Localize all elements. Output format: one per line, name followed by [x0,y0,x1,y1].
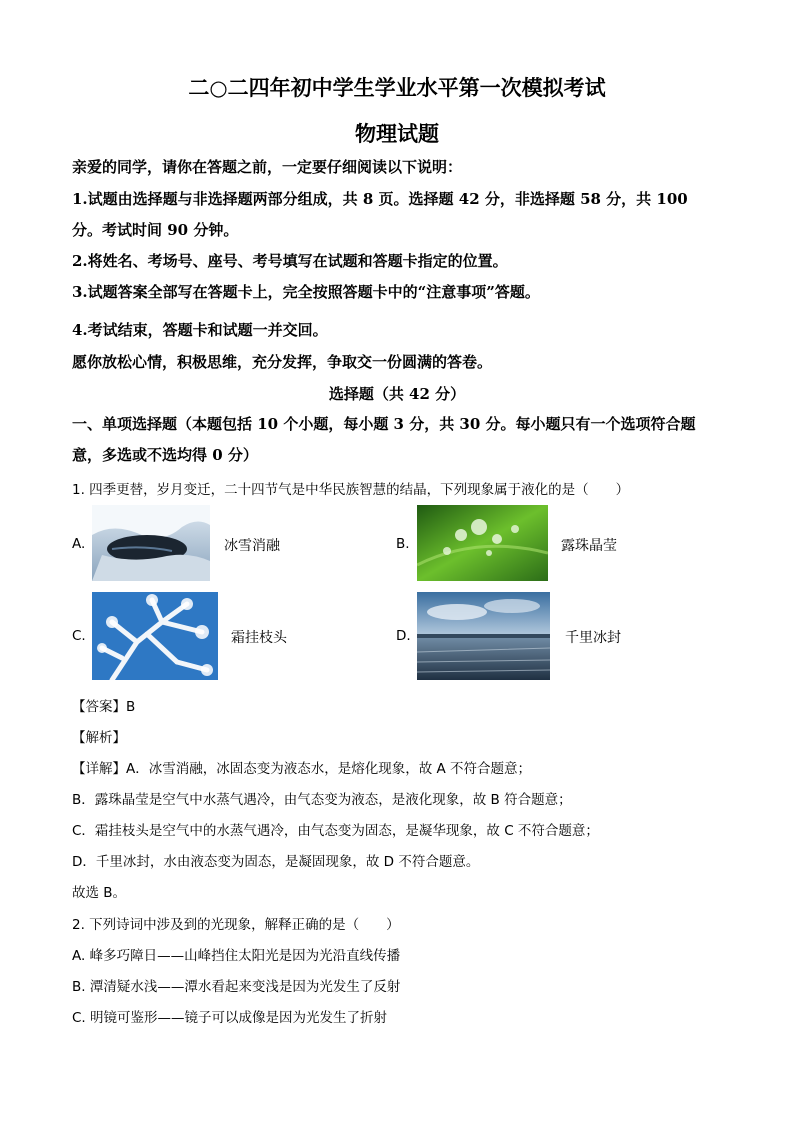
q2-option-c: C. 明镜可鉴形——镜子可以成像是因为光发生了折射 [72,1010,388,1026]
q1-detail-b: B．露珠晶莹是空气中水蒸气遇冷，由气态变为液态，是液化现象，故 B 符合题意； [72,792,572,808]
melting-ice-photo [92,505,210,581]
q2-stem: 2. 下列诗词中涉及到的光现象，解释正确的是（ ） [72,917,400,933]
q1-option-a-label: 冰雪消融 [224,538,280,554]
q1-detail-a [72,757,531,777]
q1-option-c-label: 霜挂枝头 [231,630,287,646]
q1-detail-d: D．千里冰封，水由液态变为固态，是凝固现象，故 D 不符合题意。 [72,854,480,870]
q2-option-b: B. 潭清疑水浅——潭水看起来变浅是因为光发生了反射 [72,979,401,995]
part1-heading-cont: 意，多选或不选均得 0 分） [72,446,258,464]
exam-subtitle: 物理试题 [355,121,439,146]
q1-option-b-letter: B. [396,536,410,552]
frost-branch-photo [92,592,218,680]
part1-heading: 一、单项选择题（本题包括 10 个小题，每小题 3 分，共 30 分。每小题只有一个选项符合题 [72,415,696,433]
instruction-item-1: 1.试题由选择题与非选择题两部分组成，共 8 页。选择题 42 分，非选择题 58 分，共 100 [72,190,688,208]
instruction-item-1-cont: 分。考试时间 90 分钟。 [72,221,239,239]
instruction-item-2: 2.将姓名、考场号、座号、考号填写在试题和答题卡指定的位置。 [72,252,508,270]
answer-value: B [126,699,136,715]
q1-option-a-letter: A. [72,536,86,552]
instructions-wish: 愿你放松心情，积极思维，充分发挥，争取交一份圆满的答卷。 [72,353,493,371]
q1-analysis-tag: 【解析】 [72,730,126,746]
detail-a-text: A．冰雪消融，冰固态变为液态水，是熔化现象，故 A 不符合题意； [126,761,532,777]
q1-stem: 1. 四季更替，岁月变迁，二十四节气是中华民族智慧的结晶，下列现象属于液化的是（ ） [72,482,630,498]
instruction-item-4: 4.考试结束，答题卡和试题一并交回。 [72,321,328,339]
q1-option-c-letter: C. [72,628,86,644]
instruction-item-3: 3.试题答案全部写在答题卡上，完全按照答题卡中的“注意事项”答题。 [72,283,540,301]
frozen-lake-photo [417,592,550,680]
q1-option-d-letter: D. [396,628,411,644]
q1-option-d-label: 千里冰封 [565,630,621,646]
q1-option-b-label: 露珠晶莹 [561,538,617,554]
exam-title: 二○二四年初中学生学业水平第一次模拟考试 [188,75,606,100]
q2-option-a: A. 峰多巧障日——山峰挡住太阳光是因为光沿直线传播 [72,948,401,964]
section-heading: 选择题（共 42 分） [328,385,466,403]
q1-answer [72,695,135,715]
detail-tag: 【详解】 [72,761,126,777]
dew-drops-photo [417,505,548,581]
q1-conclusion: 故选 B。 [72,885,127,901]
instructions-greeting: 亲爱的同学，请你在答题之前，一定要仔细阅读以下说明： [72,158,463,176]
answer-tag: 【答案】 [72,699,126,715]
q1-detail-c: C．霜挂枝头是空气中的水蒸气遇冷，由气态变为固态，是凝华现象，故 C 不符合题意； [72,823,599,839]
